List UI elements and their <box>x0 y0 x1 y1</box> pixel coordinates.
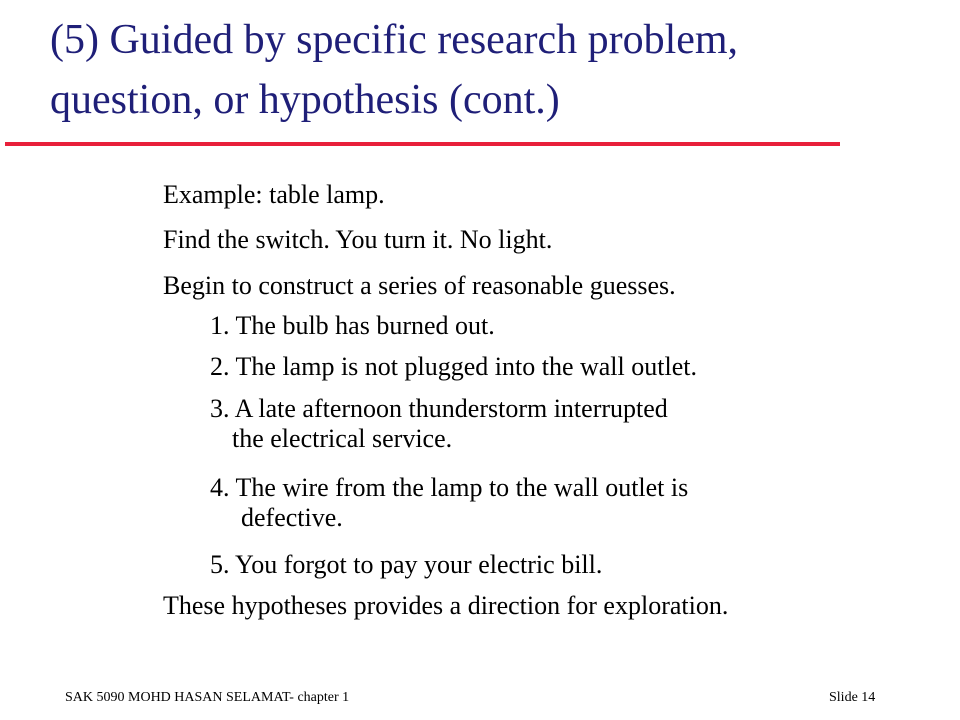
slide-title-line-1: (5) Guided by specific research problem, <box>50 17 739 63</box>
footer-slide-number: Slide 14 <box>829 690 876 705</box>
hypothesis-item-3-continuation: the electrical service. <box>232 424 453 453</box>
hypothesis-item-4-text: 4. The wire from the lamp to the wall outlet is <box>210 473 689 502</box>
conclusion-text: These hypotheses provides a direction for exploration. <box>163 591 729 620</box>
hypothesis-item-3 <box>210 394 668 454</box>
slide-title-line-2: question, or hypothesis (cont.) <box>50 77 560 123</box>
hypothesis-item-4-continuation: defective. <box>241 503 343 532</box>
hypothesis-item-1-text: 1. The bulb has burned out. <box>210 311 495 340</box>
hypothesis-item-5-text: 5. You forgot to pay your electric bill. <box>210 550 603 579</box>
hypothesis-item-5 <box>210 550 602 580</box>
example-text: Example: table lamp. <box>163 180 385 209</box>
guesses-text: Begin to construct a series of reasonable guesses. <box>163 271 676 300</box>
switch-text: Find the switch. You turn it. No light. <box>163 225 553 254</box>
hypothesis-item-2 <box>210 352 697 382</box>
hypothesis-item-1 <box>210 311 495 341</box>
slide-title <box>50 10 870 130</box>
footer-course-label: SAK 5090 MOHD HASAN SELAMAT- chapter 1 <box>65 690 350 705</box>
title-divider <box>5 142 840 146</box>
hypothesis-item-3-text: 3. A late afternoon thunderstorm interrupted <box>210 394 668 423</box>
hypothesis-item-2-text: 2. The lamp is not plugged into the wall outlet. <box>210 352 697 381</box>
hypothesis-item-4 <box>210 473 688 533</box>
